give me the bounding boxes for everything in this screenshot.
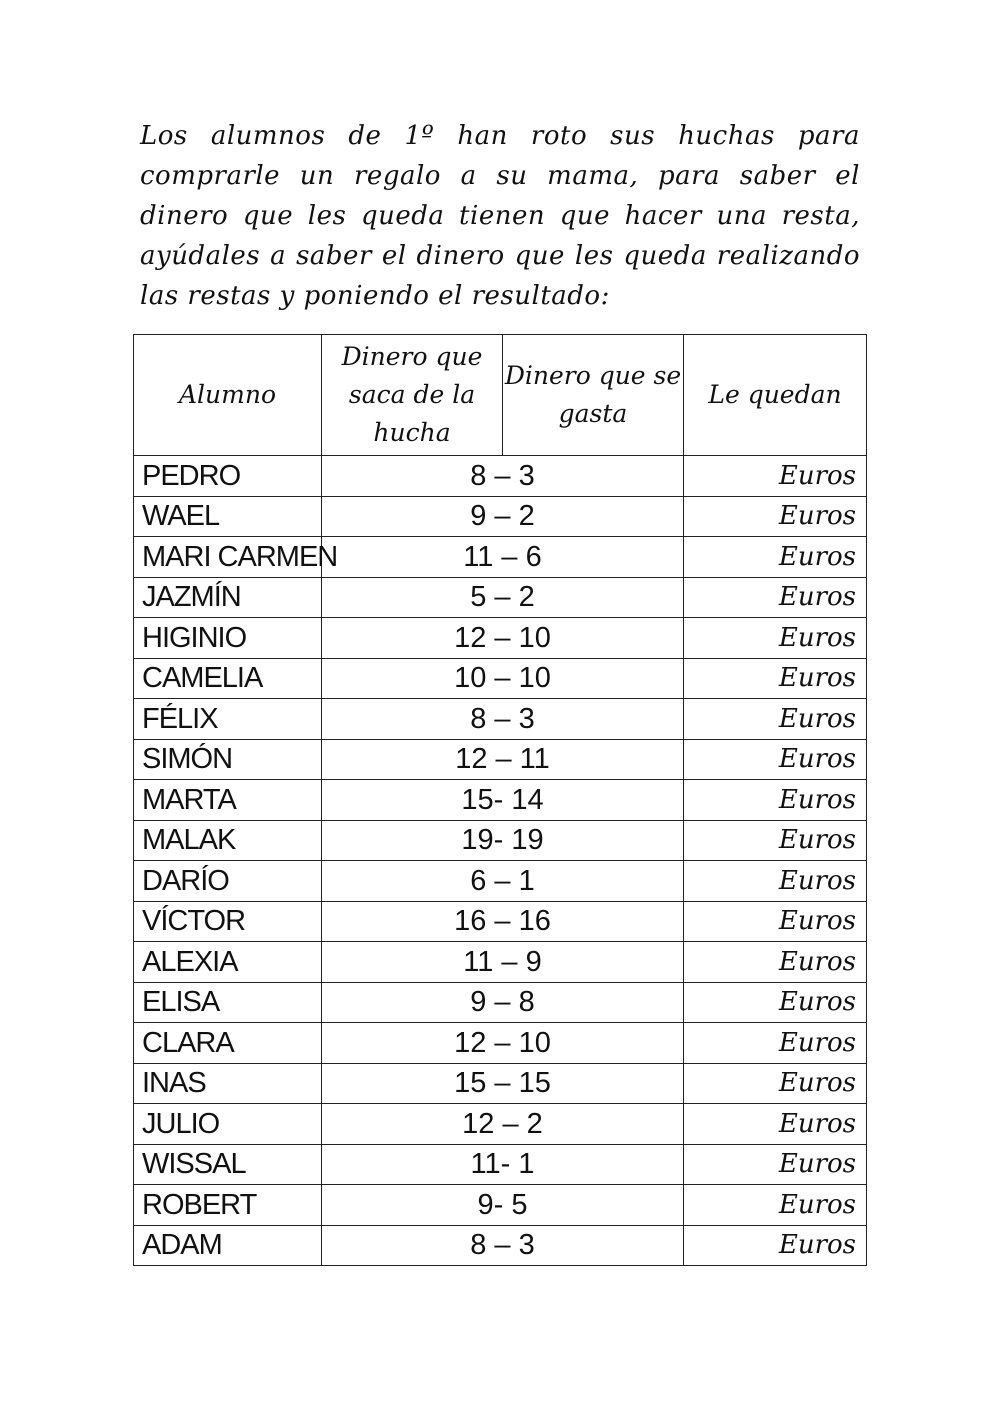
subtraction-operation: 8 – 3 [322, 699, 684, 740]
table-row [134, 1023, 867, 1064]
student-name: CLARA [134, 1023, 322, 1064]
result-cell[interactable]: Euros [684, 577, 867, 618]
student-name: ELISA [134, 982, 322, 1023]
table-row [134, 1104, 867, 1145]
subtraction-operation: 5 – 2 [322, 577, 684, 618]
result-cell[interactable]: Euros [684, 1104, 867, 1145]
student-name: INAS [134, 1063, 322, 1104]
result-cell[interactable]: Euros [684, 658, 867, 699]
student-name: SIMÓN [134, 739, 322, 780]
student-name: MARI CARMEN [134, 537, 322, 578]
subtraction-operation: 15- 14 [322, 780, 684, 821]
result-cell[interactable]: Euros [684, 739, 867, 780]
result-cell[interactable]: Euros [684, 699, 867, 740]
table-row [134, 699, 867, 740]
student-name: VÍCTOR [134, 901, 322, 942]
result-cell[interactable]: Euros [684, 1144, 867, 1185]
result-cell[interactable]: Euros [684, 982, 867, 1023]
table-row [134, 1144, 867, 1185]
subtraction-operation: 15 – 15 [322, 1063, 684, 1104]
result-cell[interactable]: Euros [684, 820, 867, 861]
table-row [134, 496, 867, 537]
table-row [134, 901, 867, 942]
table-row [134, 942, 867, 983]
subtraction-operation: 11- 1 [322, 1144, 684, 1185]
subtraction-table [133, 334, 867, 1266]
subtraction-operation: 12 – 10 [322, 618, 684, 659]
student-name: JAZMÍN [134, 577, 322, 618]
table-row [134, 618, 867, 659]
subtraction-operation: 12 – 11 [322, 739, 684, 780]
table-row [134, 1225, 867, 1266]
subtraction-operation: 9- 5 [322, 1185, 684, 1226]
student-name: ALEXIA [134, 942, 322, 983]
table-row [134, 861, 867, 902]
result-cell[interactable]: Euros [684, 1185, 867, 1226]
student-name: WISSAL [134, 1144, 322, 1185]
subtraction-operation: 9 – 2 [322, 496, 684, 537]
table-row [134, 456, 867, 497]
student-name: MARTA [134, 780, 322, 821]
instructions-paragraph: Los alumnos de 1º han roto sus huchas para comprarle un regalo a su mama, para saber el dinero que les queda tienen que hacer una resta, ayúdales a saber el dinero que les queda realizando las restas y poniendo el resultado: [140, 121, 860, 311]
subtraction-operation: 8 – 3 [322, 1225, 684, 1266]
student-name: CAMELIA [134, 658, 322, 699]
subtraction-operation: 6 – 1 [322, 861, 684, 902]
table-header-row [134, 335, 867, 456]
table-row [134, 739, 867, 780]
subtraction-operation: 19- 19 [322, 820, 684, 861]
subtraction-operation: 9 – 8 [322, 982, 684, 1023]
result-cell[interactable]: Euros [684, 618, 867, 659]
header-remaining: Le quedan [684, 335, 867, 456]
result-cell[interactable]: Euros [684, 942, 867, 983]
table-body [134, 456, 867, 1266]
subtraction-operation: 11 – 6 [322, 537, 684, 578]
result-cell[interactable]: Euros [684, 1023, 867, 1064]
student-name: HIGINIO [134, 618, 322, 659]
subtraction-operation: 11 – 9 [322, 942, 684, 983]
table-row [134, 780, 867, 821]
subtraction-operation: 8 – 3 [322, 456, 684, 497]
result-cell[interactable]: Euros [684, 456, 867, 497]
header-taken-out: Dinero que saca de la hucha [322, 335, 503, 456]
student-name: WAEL [134, 496, 322, 537]
result-cell[interactable]: Euros [684, 861, 867, 902]
student-name: FÉLIX [134, 699, 322, 740]
result-cell[interactable]: Euros [684, 1225, 867, 1266]
table-row [134, 658, 867, 699]
table-row [134, 820, 867, 861]
header-student: Alumno [134, 335, 322, 456]
subtraction-operation: 10 – 10 [322, 658, 684, 699]
subtraction-operation: 16 – 16 [322, 901, 684, 942]
table-row [134, 1185, 867, 1226]
result-cell[interactable]: Euros [684, 1063, 867, 1104]
subtraction-operation: 12 – 2 [322, 1104, 684, 1145]
subtraction-operation: 12 – 10 [322, 1023, 684, 1064]
result-cell[interactable]: Euros [684, 780, 867, 821]
table-row [134, 577, 867, 618]
student-name: ROBERT [134, 1185, 322, 1226]
header-spent: Dinero que se gasta [503, 335, 684, 456]
student-name: PEDRO [134, 456, 322, 497]
student-name: DARÍO [134, 861, 322, 902]
student-name: MALAK [134, 820, 322, 861]
student-name: JULIO [134, 1104, 322, 1145]
table-row [134, 537, 867, 578]
table-row [134, 982, 867, 1023]
result-cell[interactable]: Euros [684, 537, 867, 578]
result-cell[interactable]: Euros [684, 496, 867, 537]
table-row [134, 1063, 867, 1104]
result-cell[interactable]: Euros [684, 901, 867, 942]
student-name: ADAM [134, 1225, 322, 1266]
